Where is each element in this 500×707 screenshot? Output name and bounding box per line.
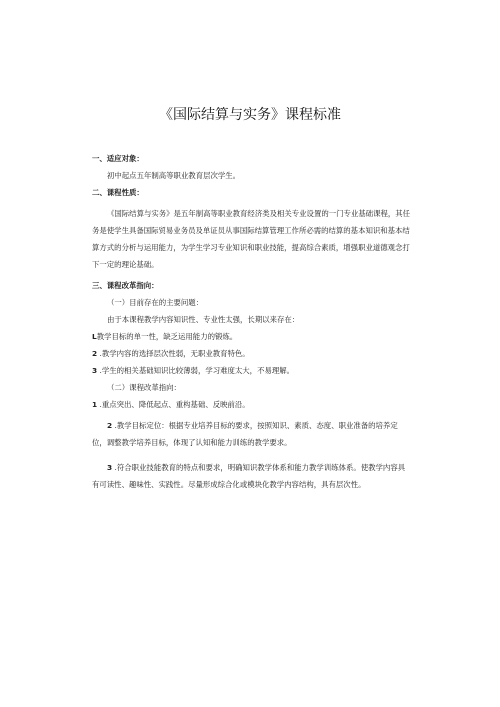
document-body xyxy=(92,154,412,501)
item-text: .教学内容的选择层次性弱，无职业教育特色。 xyxy=(99,349,250,358)
item-number: 2 xyxy=(107,421,113,430)
subheading-problems: （一）目前存在的主要问题： xyxy=(107,298,204,307)
reform-item-2 xyxy=(92,417,412,451)
problem-item-3 xyxy=(92,366,412,375)
item-number: 1 xyxy=(92,400,98,409)
item-text: .重点突出、降低起点、重构基础、反映前沿。 xyxy=(99,400,250,409)
section-heading-reform: 三、课程改革指向： xyxy=(92,281,159,290)
audience-text: 初中起点五年制高等职业教育层次学生。 xyxy=(107,171,241,180)
section-heading-audience: 一、适应对象： xyxy=(92,154,144,163)
item-text: .符合职业技能教育的特点和要求，明确知识教学体系和能力教学训练体系。使教学内容具有可读性、趣味性、实践性。尽量形成综合化或模块化教学内容结构，具有层次性。 xyxy=(92,463,406,489)
problem-item-1 xyxy=(92,332,412,341)
item-number: L xyxy=(92,332,97,341)
section-heading-nature: 二、课程性质： xyxy=(92,188,144,197)
item-number: 3 xyxy=(107,463,113,472)
reform-item-1 xyxy=(92,400,412,409)
problems-intro: 由于本课程教学内容知识性、专业性太强，长期以来存在： xyxy=(107,315,300,324)
item-text: .教学目标定位：根据专业培养目标的要求，按照知识、素质、态度、职业准备的培养定位，调整教学培养目标，体现了认知和能力训练的教学要求。 xyxy=(92,421,398,447)
nature-paragraph: 《国际结算与实务》是五年制高等职业教育经济类及相关专业设置的一门专业基础课程，其任务是使学生具备国际贸易业务员及单证员从事国际结算管理工作所必需的结算的基本知识和基本结算方式的分析与运用能力，为学生学习专业知识和职业技能，提高综合素质，增强职业道德观念打下一定的理论基础。 xyxy=(92,209,411,269)
item-number: 3 xyxy=(92,366,98,375)
problem-item-2 xyxy=(92,349,412,358)
item-text: .学生的相关基础知识比较薄弱，学习难度太大，不易理解。 xyxy=(99,366,295,375)
item-text: 教学目标的单一性，缺乏运用能力的锻炼。 xyxy=(96,332,238,341)
subheading-reform-direction: （二）课程改革指向： xyxy=(107,383,181,392)
document-title: 《国际结算与实务》课程标准 xyxy=(159,107,341,123)
item-number: 2 xyxy=(92,349,98,358)
reform-item-3 xyxy=(92,459,412,493)
